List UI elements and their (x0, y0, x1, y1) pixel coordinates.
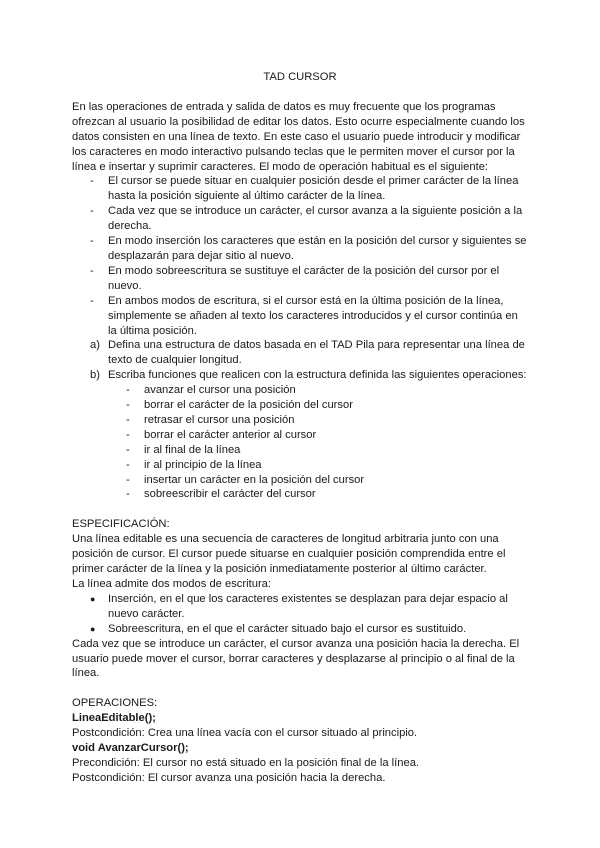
rule-item: - El cursor se puede situar en cualquier posición desde el primer carácter de la línea hasta la posición siguiente al último carácter de la línea. (72, 174, 528, 204)
operation-item: - avanzar el cursor una posición (72, 383, 528, 398)
rule-item: - En ambos modos de escritura, si el cursor está en la última posición de la línea, simplemente se añaden al texto los caracteres introducidos y el cursor continúa en la última posición. (72, 294, 528, 339)
intro-paragraph: En las operaciones de entrada y salida de datos es muy frecuente que los programas ofrezcan al usuario la posibilidad de editar los datos. Esto ocurre especialmente cuando los datos consisten en una línea de texto. En este caso el usuario puede introducir y modificar los caracteres en modo interactivo pulsando teclas que le permiten mover el cursor por la línea e insertar y suprimir caracteres. El modo de operación habitual es el siguiente: (72, 100, 525, 173)
task-text: Escriba funciones que realicen con la estructura definida las siguientes operaciones: (108, 369, 527, 382)
spacer (72, 681, 528, 696)
modes-list (72, 592, 528, 637)
task-item-b (72, 368, 528, 502)
op2-signature: void AvanzarCursor(); (72, 742, 189, 755)
task-item-a (72, 338, 528, 368)
spacer (72, 502, 528, 517)
operation-item: - sobreescribir el carácter del cursor (72, 487, 528, 502)
mode-item: ● Sobreescritura, en el que el carácter situado bajo el cursor es sustituido. (72, 622, 528, 637)
spec-paragraph-2: La línea admite dos modos de escritura: (72, 578, 271, 590)
operation-item: - insertar un carácter en la posición del cursor (72, 473, 528, 488)
op2-precondition: Precondición: El cursor no está situado en la posición final de la línea. (72, 756, 420, 769)
op2-postcondition: Postcondición: El cursor avanza una posición hacia la derecha. (72, 771, 386, 784)
operation-item: - retrasar el cursor una posición (72, 413, 528, 428)
task-marker: a) (90, 339, 100, 352)
task-text: Defina una estructura de datos basada en el TAD Pila para representar una línea de texto de cualquier longitud. (108, 339, 525, 367)
rule-item: - Cada vez que se introduce un carácter, el cursor avanza a la siguiente posición a la derecha. (72, 204, 528, 234)
operations-list (108, 383, 528, 502)
task-marker: b) (90, 369, 100, 382)
tasks-list (72, 338, 528, 502)
operation-item: - ir al principio de la línea (72, 458, 528, 473)
operation-item: - borrar el carácter de la posición del cursor (72, 398, 528, 413)
spec-heading: ESPECIFICACIÓN: (72, 518, 170, 531)
operation-item: - ir al final de la línea (72, 443, 528, 458)
rule-item: - En modo sobreescritura se sustituye el carácter de la posición del cursor por el nuevo. (72, 264, 528, 294)
rule-item: - En modo inserción los caracteres que están en la posición del cursor y siguientes se desplazarán para dejar sitio al nuevo. (72, 234, 528, 264)
op1-postcondition: Postcondición: Crea una línea vacía con el cursor situado al principio. (72, 727, 418, 740)
spec-paragraph-1: Una línea editable es una secuencia de caracteres de longitud arbitraria junto con una posición de cursor. El cursor puede situarse en cualquier posición comprendida entre el primer carácter de la línea y la posición inmediatamente posterior al último carácter. (72, 533, 506, 576)
document-title: TAD CURSOR (263, 71, 337, 83)
spec-paragraph-3: Cada vez que se introduce un carácter, el cursor avanza una posición hacia la derecha. El usuario puede mover el cursor, borrar caracteres y desplazarse al principio o al final de la línea. (72, 637, 520, 680)
mode-item: ● Inserción, en el que los caracteres existentes se desplazan para dejar espacio al nuevo carácter. (72, 592, 528, 622)
operations-heading: OPERACIONES: (72, 697, 158, 710)
rules-list (72, 174, 528, 338)
operation-item: - borrar el carácter anterior al cursor (72, 428, 528, 443)
op1-signature: LineaEditable(); (72, 712, 156, 725)
